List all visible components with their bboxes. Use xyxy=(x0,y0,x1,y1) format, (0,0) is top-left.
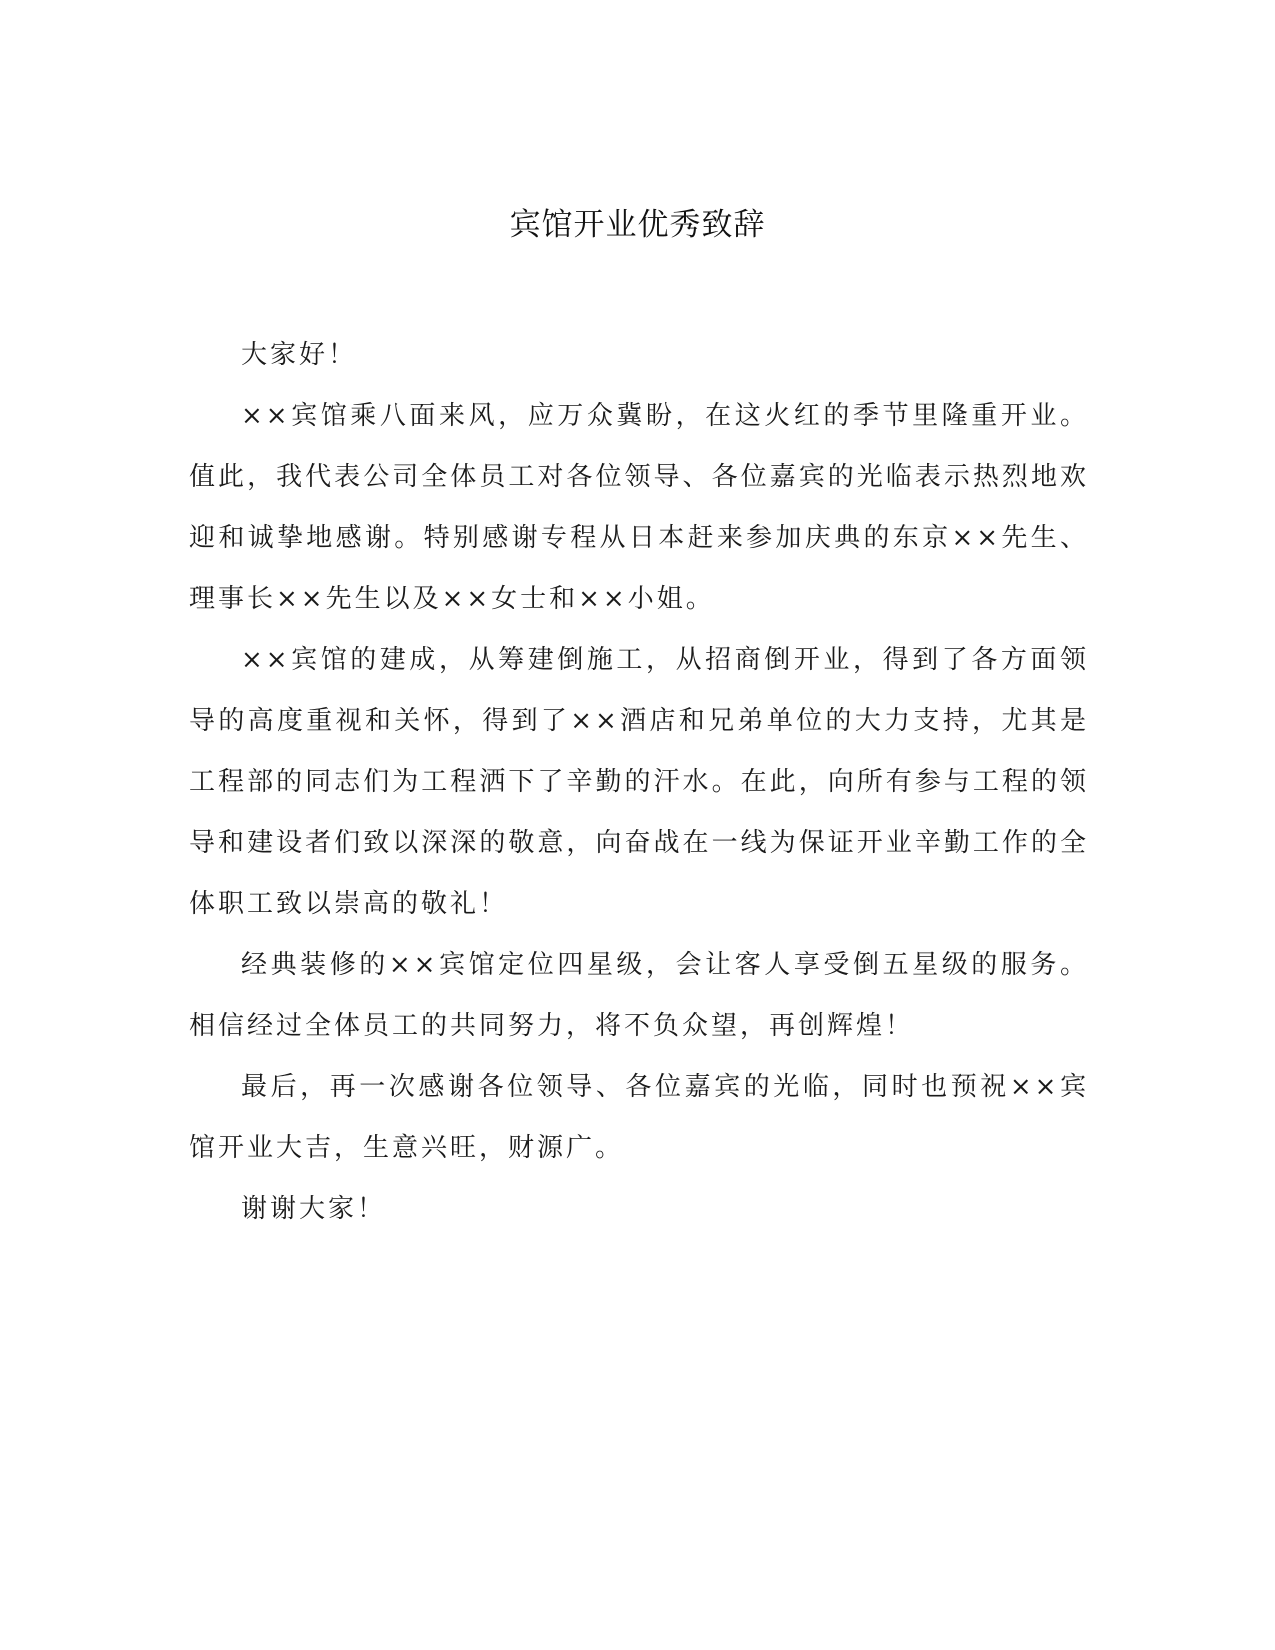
paragraph-opening: ××宾馆乘八面来风，应万众冀盼，在这火红的季节里隆重开业。值此，我代表公司全体员工对各位领导、各位嘉宾的光临表示热烈地欢迎和诚挚地感谢。特别感谢专程从日本赶来参加庆典的东京××先生、理事长××先生以及××女士和××小姐。 xyxy=(189,401,1089,614)
paragraph-positioning: 经典装修的××宾馆定位四星级，会让客人享受倒五星级的服务。相信经过全体员工的共同努力，将不负众望，再创辉煌！ xyxy=(189,950,1089,1041)
document-title: 宾馆开业优秀致辞 xyxy=(509,207,766,243)
paragraph-thanks: 谢谢大家！ xyxy=(241,1194,387,1224)
paragraph-construction: ××宾馆的建成，从筹建倒施工，从招商倒开业，得到了各方面领导的高度重视和关怀，得到了××酒店和兄弟单位的大力支持，尤其是工程部的同志们为工程洒下了辛勤的汗水。在此，向所有参与工程的领导和建设者们致以深深的敬意，向奋战在一线为保证开业辛勤工作的全体职工致以崇高的敬礼！ xyxy=(189,645,1089,919)
document-body xyxy=(189,325,1089,1240)
paragraph-closing-wishes: 最后，再一次感谢各位领导、各位嘉宾的光临，同时也预祝××宾馆开业大吉，生意兴旺，财源广。 xyxy=(189,1072,1089,1163)
paragraph-greeting: 大家好！ xyxy=(241,340,358,370)
